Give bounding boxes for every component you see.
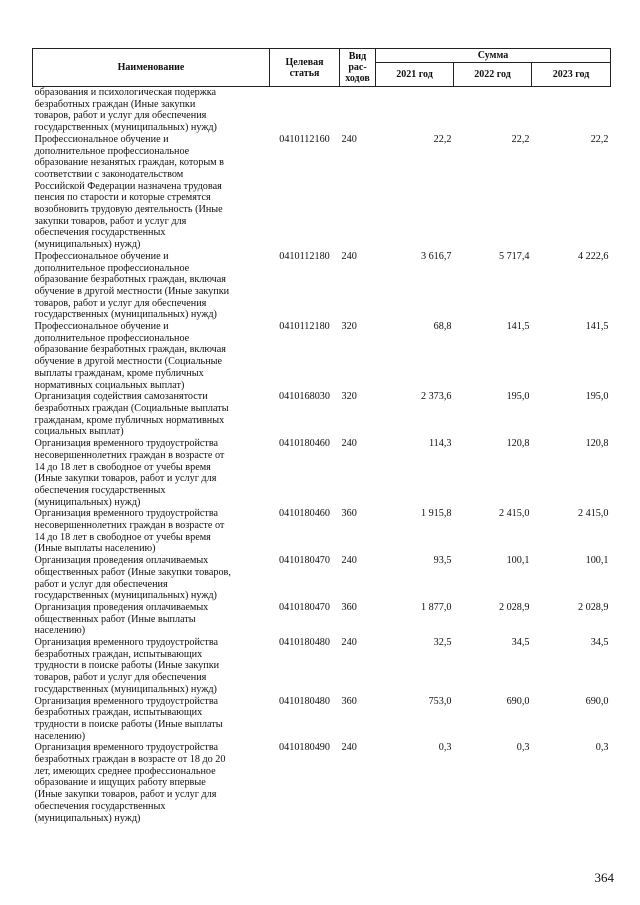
- row-sum-2021: 753,0: [428, 695, 452, 707]
- row-name-line: государственных (муниципальных) нужд): [34, 122, 217, 134]
- table-header: [33, 49, 611, 87]
- row-sum-2023: 100,1: [585, 555, 609, 567]
- table-row: [33, 602, 611, 637]
- row-name-line: (Иные закупки товаров, работ и услуг для: [34, 473, 217, 485]
- row-name-line: дополнительное профессиональное: [34, 332, 190, 344]
- row-sum-2023: 690,0: [585, 695, 609, 707]
- row-name-line: Организация проведения оплачиваемых: [34, 601, 209, 613]
- row-name-line: общественных работ (Иные выплаты: [34, 613, 196, 625]
- row-code: 0410112180: [279, 321, 330, 333]
- table-row: [33, 555, 611, 602]
- row-code: 0410112160: [279, 133, 330, 145]
- row-sum-2023: 141,5: [585, 321, 609, 333]
- row-name-line: (муниципальных) нужд): [34, 496, 141, 508]
- row-name-line: Организация проведения оплачиваемых: [34, 555, 209, 567]
- table-row: [33, 438, 611, 508]
- row-expense-type: 360: [341, 695, 357, 707]
- row-sum-2022: 141,5: [506, 321, 530, 333]
- row-code: [270, 87, 340, 134]
- row-name-line: социальных выплат): [34, 426, 124, 438]
- row-sum-2022: 120,8: [506, 438, 530, 450]
- row-name-line: лет, имеющих среднее профессиональное: [34, 765, 216, 777]
- table-body: [33, 87, 611, 825]
- row-expense-type: 240: [341, 742, 357, 754]
- row-name: [33, 508, 270, 555]
- row-name-line: Российской Федерации назначена трудовая: [34, 180, 222, 192]
- row-code: 0410180470: [279, 555, 330, 567]
- row-sum-2023: 120,8: [585, 438, 609, 450]
- row-name-line: государственных (муниципальных) нужд): [34, 309, 217, 321]
- row-code: 0410112180: [279, 250, 330, 262]
- table-row: [33, 321, 611, 391]
- budget-table: [32, 48, 611, 824]
- row-sum-2022: [454, 87, 532, 134]
- row-name-line: несовершеннолетних граждан в возрасте от: [34, 449, 225, 461]
- header-vid-line2: рас-: [348, 62, 367, 73]
- row-sum-2021: 22,2: [433, 133, 452, 145]
- row-expense-type: 320: [341, 321, 357, 333]
- row-expense-type: 240: [341, 133, 357, 145]
- row-name: [33, 87, 270, 134]
- row-sum-2021: [376, 87, 454, 134]
- header-name: Наименование: [33, 49, 270, 87]
- row-sum-2023: 0,3: [595, 742, 609, 754]
- row-sum-2023: 4 222,6: [577, 250, 609, 262]
- row-name: [33, 602, 270, 637]
- header-vid-line3: ходов: [345, 73, 370, 84]
- row-code: 0410180460: [279, 438, 330, 450]
- row-name-line: 14 до 18 лет в свободное от учебы время: [34, 461, 211, 473]
- row-name-line: (Иные закупки товаров, работ и услуг для: [34, 789, 217, 801]
- table-row: [33, 742, 611, 824]
- row-name-line: общественных работ (Иные закупки товаров,: [34, 566, 231, 578]
- row-sum-2021: 0,3: [438, 742, 452, 754]
- row-code: 0410180470: [279, 601, 330, 613]
- table-row: [33, 696, 611, 743]
- row-name-line: обеспечения государственных: [34, 227, 166, 239]
- table-row: [33, 251, 611, 321]
- row-expense-type: 360: [341, 508, 357, 520]
- row-name-line: выплаты гражданам, кроме публичных: [34, 367, 204, 379]
- row-name-line: образование незанятых граждан, которым в: [34, 157, 224, 169]
- row-name-line: товаров, работ и услуг для обеспечения: [34, 297, 207, 309]
- row-name-line: (муниципальных) нужд): [34, 239, 141, 251]
- row-sum-2023: 34,5: [590, 637, 609, 649]
- row-sum-2022: 2 415,0: [498, 508, 530, 520]
- row-name-line: Профессиональное обучение и: [34, 321, 169, 333]
- row-name-line: (муниципальных) нужд): [34, 812, 141, 824]
- row-name-line: безработных граждан (Социальные выплаты: [34, 402, 229, 414]
- row-code: 0410180480: [279, 695, 330, 707]
- row-sum-2022: 690,0: [506, 695, 530, 707]
- row-name-line: товаров, работ и услуг для обеспечения: [34, 672, 207, 684]
- row-sum-2021: 114,3: [428, 438, 452, 450]
- row-name-line: 14 до 18 лет в свободное от учебы время: [34, 531, 211, 543]
- row-name-line: безработных граждан (Иные закупки: [34, 98, 196, 110]
- row-sum-2021: 2 373,6: [420, 391, 452, 403]
- row-name-line: образования и психологическая подержка: [34, 87, 217, 98]
- row-name-line: Профессиональное обучение и: [34, 133, 169, 145]
- row-sum-2023: 2 028,9: [577, 601, 609, 613]
- row-expense-type: 240: [341, 438, 357, 450]
- header-vid-line1: Вид: [348, 51, 367, 62]
- row-sum-2021: 1 877,0: [420, 601, 452, 613]
- row-code: 0410180480: [279, 637, 330, 649]
- row-name-line: пенсия по старости и которые стремятся: [34, 192, 211, 204]
- header-sum: Сумма: [376, 49, 611, 63]
- table-row: [33, 87, 611, 134]
- row-sum-2023: [532, 87, 611, 134]
- row-sum-2022: 2 028,9: [498, 601, 530, 613]
- row-name-line: безработных граждан в возрасте от 18 до 20: [34, 754, 226, 766]
- row-sum-2022: 22,2: [511, 133, 530, 145]
- row-expense-type: 240: [341, 637, 357, 649]
- row-name-line: соответствии с законодательством: [34, 168, 184, 180]
- header-code-line1: Целевая: [285, 56, 324, 68]
- row-name-line: товаров, работ и услуг для обеспечения: [34, 110, 207, 122]
- row-sum-2022: 5 717,4: [498, 250, 530, 262]
- row-sum-2023: 22,2: [590, 133, 609, 145]
- header-year-2023: 2023 год: [532, 63, 611, 87]
- row-name: [33, 321, 270, 391]
- row-name: [33, 742, 270, 824]
- header-code: [270, 49, 340, 87]
- row-expense-type: [340, 87, 376, 134]
- row-name-line: обучение в другой местности (Иные закупки: [34, 285, 230, 297]
- row-sum-2023: 2 415,0: [577, 508, 609, 520]
- header-year-2021: 2021 год: [376, 63, 454, 87]
- row-code: 0410180490: [279, 742, 330, 754]
- row-name-line: возобновить трудовую деятельность (Иные: [34, 204, 223, 216]
- row-name: [33, 637, 270, 696]
- row-name-line: образование безработных граждан, включая: [34, 274, 226, 286]
- row-name-line: Организация содействия самозанятости: [34, 391, 208, 403]
- row-name: [33, 438, 270, 508]
- row-expense-type: 240: [341, 555, 357, 567]
- table-row: [33, 508, 611, 555]
- row-sum-2023: 195,0: [585, 391, 609, 403]
- row-name-line: Организация временного трудоустройства: [34, 695, 219, 707]
- row-sum-2021: 3 616,7: [420, 250, 452, 262]
- row-name-line: населению): [34, 625, 86, 637]
- row-expense-type: 240: [341, 250, 357, 262]
- row-name-line: дополнительное профессиональное: [34, 145, 190, 157]
- row-sum-2022: 100,1: [506, 555, 530, 567]
- row-name-line: обеспечения государственных: [34, 800, 166, 812]
- row-name: [33, 555, 270, 602]
- table-row: [33, 637, 611, 696]
- table-row: [33, 391, 611, 438]
- row-name: [33, 251, 270, 321]
- row-name-line: обучение в другой местности (Социальные: [34, 356, 223, 368]
- header-code-line2: статья: [289, 67, 320, 79]
- row-name-line: безработных граждан, испытывающих: [34, 648, 203, 660]
- header-vid: [340, 49, 376, 87]
- row-code: 0410180460: [279, 508, 330, 520]
- page-number: 364: [594, 870, 614, 885]
- row-name: [33, 391, 270, 438]
- row-name-line: работ и услуг для обеспечения: [34, 578, 168, 590]
- row-expense-type: 360: [341, 601, 357, 613]
- row-name-line: трудности в поиске работы (Иные закупки: [34, 660, 220, 672]
- row-name-line: нормативных социальных выплат): [34, 379, 185, 391]
- row-name-line: Организация временного трудоустройства: [34, 438, 219, 450]
- header-year-2022: 2022 год: [454, 63, 532, 87]
- row-name-line: образование и ищущих работу впервые: [34, 777, 206, 789]
- row-sum-2021: 68,8: [433, 321, 452, 333]
- row-name: [33, 134, 270, 251]
- row-name-line: образование безработных граждан, включая: [34, 344, 226, 356]
- row-name: [33, 696, 270, 743]
- row-name-line: гражданам, кроме публичных нормативных: [34, 414, 225, 426]
- table-row: [33, 134, 611, 251]
- row-sum-2022: 0,3: [516, 742, 530, 754]
- row-name-line: несовершеннолетних граждан в возрасте от: [34, 520, 225, 532]
- row-code: 0410168030: [279, 391, 330, 403]
- row-name-line: Организация временного трудоустройства: [34, 637, 219, 649]
- row-name-line: государственных (муниципальных) нужд): [34, 590, 217, 602]
- row-sum-2021: 93,5: [433, 555, 452, 567]
- row-sum-2022: 34,5: [511, 637, 530, 649]
- row-name-line: безработных граждан, испытывающих: [34, 707, 203, 719]
- row-name-line: населению): [34, 730, 86, 742]
- row-name-line: трудности в поиске работы (Иные выплаты: [34, 718, 223, 730]
- row-name-line: обеспечения государственных: [34, 484, 166, 496]
- row-name-line: Профессиональное обучение и: [34, 250, 169, 262]
- row-name-line: дополнительное профессиональное: [34, 262, 190, 274]
- row-expense-type: 320: [341, 391, 357, 403]
- row-sum-2021: 32,5: [433, 637, 452, 649]
- row-name-line: Организация временного трудоустройства: [34, 508, 219, 520]
- row-name-line: Организация временного трудоустройства: [34, 742, 219, 754]
- row-name-line: (Иные выплаты населению): [34, 543, 156, 555]
- row-name-line: государственных (муниципальных) нужд): [34, 683, 217, 695]
- row-sum-2021: 1 915,8: [420, 508, 452, 520]
- row-sum-2022: 195,0: [506, 391, 530, 403]
- row-name-line: закупки товаров, работ и услуг для: [34, 215, 187, 227]
